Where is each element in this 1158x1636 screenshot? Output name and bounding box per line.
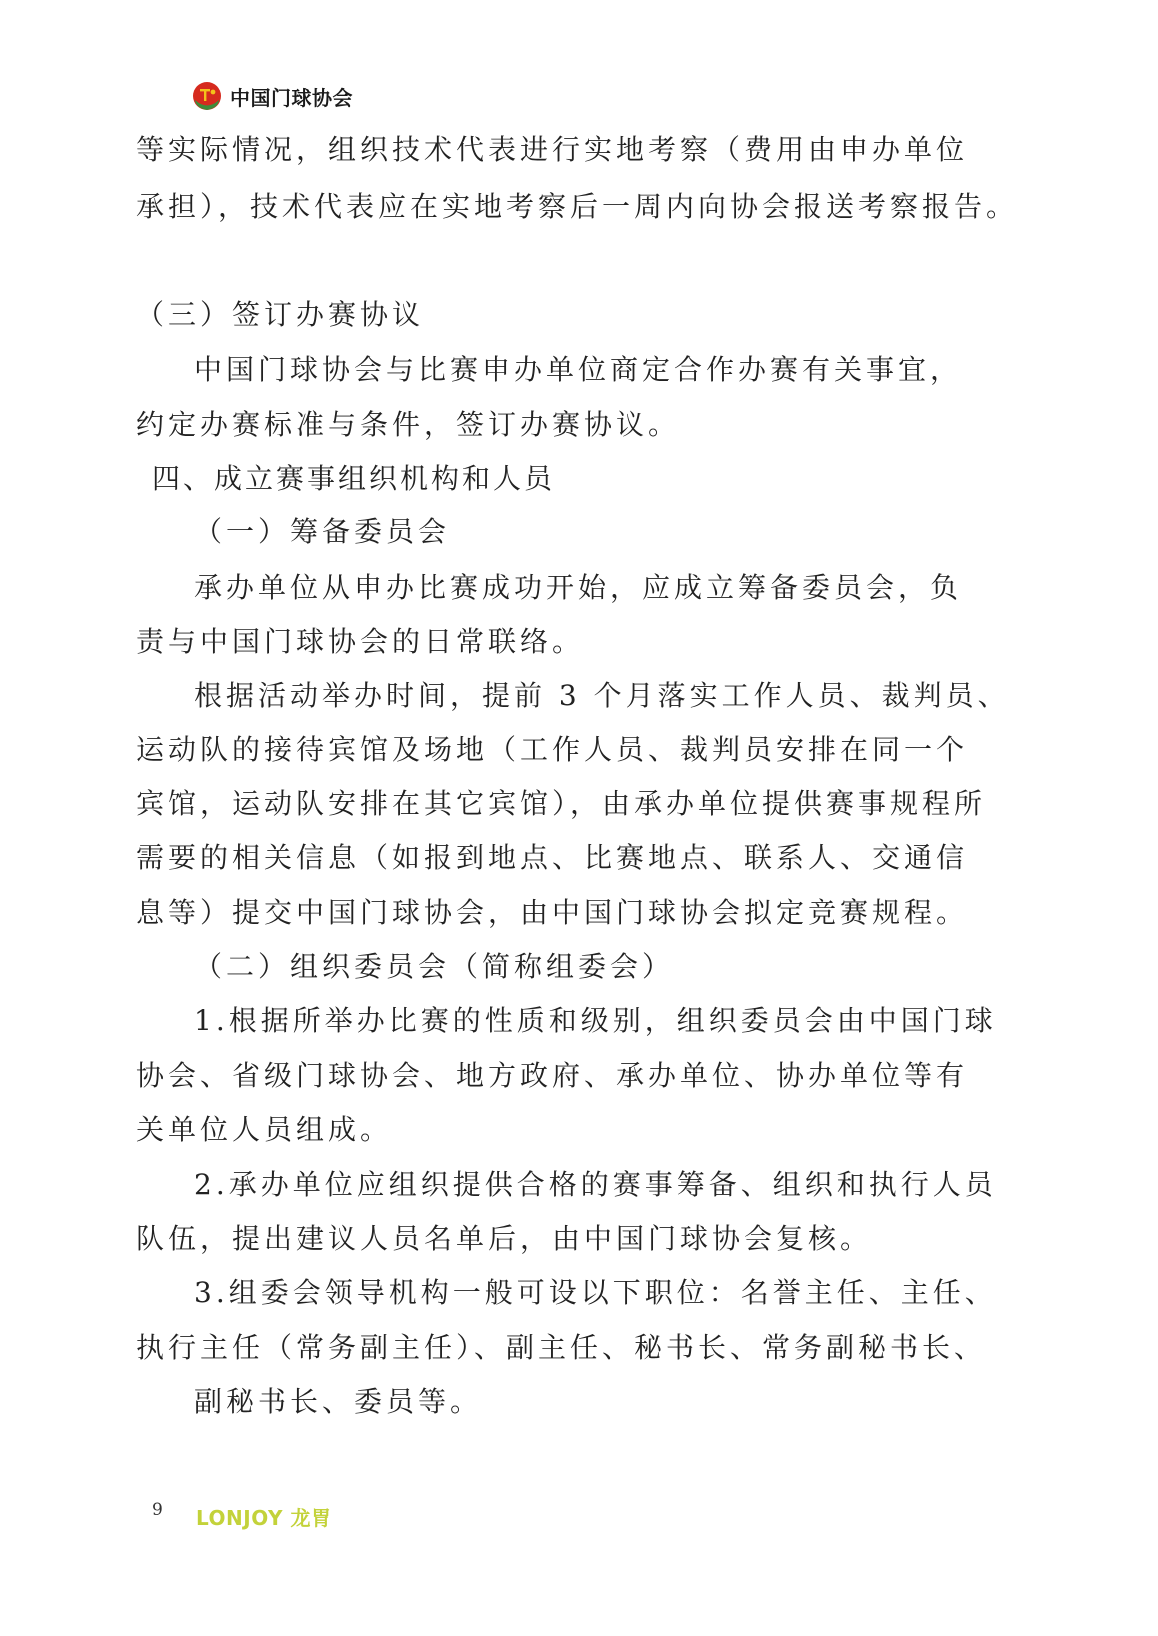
org-name: 中国门球协会: [230, 85, 353, 110]
body-line: 约定办赛标准与条件，签订办赛协议。: [136, 408, 681, 441]
body-line: 承担），技术代表应在实地考察后一周内向协会报送考察报告。: [136, 190, 1019, 223]
page-header: [192, 78, 353, 114]
body-line: 1.根据所举办比赛的性质和级别，组织委员会由中国门球: [194, 1004, 997, 1037]
body-line: 责与中国门球协会的日常联络。: [136, 625, 585, 658]
page-number: 9: [152, 1500, 163, 1520]
body-line: 需要的相关信息（如报到地点、比赛地点、联系人、交通信: [136, 841, 969, 874]
body-line: 2.承办单位应组织提供合格的赛事筹备、组织和执行人员: [194, 1168, 997, 1201]
body-line: 宾馆，运动队安排在其它宾馆），由承办单位提供赛事规程所: [136, 787, 987, 820]
section-subheading: （二）组织委员会（简称组委会）: [194, 950, 675, 983]
body-line: 副秘书长、委员等。: [194, 1385, 483, 1418]
body-line: 根据活动举办时间，提前 3 个月落实工作人员、裁判员、: [194, 679, 1010, 712]
section-subheading: （三）签订办赛协议: [136, 298, 425, 331]
section-heading: 四、成立赛事组织机构和人员: [152, 462, 556, 495]
body-line: 执行主任（常务副主任）、副主任、秘书长、常务副秘书长、: [136, 1331, 987, 1364]
gateball-logo-icon: [192, 81, 222, 111]
body-line: 等实际情况，组织技术代表进行实地考察（费用由申办单位: [136, 133, 969, 166]
section-subheading: （一）筹备委员会: [194, 515, 451, 548]
footer-brand: LONJOY 龙胃: [196, 1506, 332, 1530]
body-line: 协会、省级门球协会、地方政府、承办单位、协办单位等有: [136, 1059, 969, 1092]
body-line: 息等）提交中国门球协会，由中国门球协会拟定竞赛规程。: [136, 896, 969, 929]
body-line: 3.组委会领导机构一般可设以下职位：名誉主任、主任、: [194, 1276, 997, 1309]
body-line: 队伍，提出建议人员名单后，由中国门球协会复核。: [136, 1222, 873, 1255]
body-line: 承办单位从申办比赛成功开始，应成立筹备委员会，负: [194, 571, 963, 604]
body-line: 关单位人员组成。: [136, 1113, 393, 1146]
body-line: 运动队的接待宾馆及场地（工作人员、裁判员安排在同一个: [136, 733, 969, 766]
body-line: 中国门球协会与比赛申办单位商定合作办赛有关事宜，: [194, 353, 963, 386]
